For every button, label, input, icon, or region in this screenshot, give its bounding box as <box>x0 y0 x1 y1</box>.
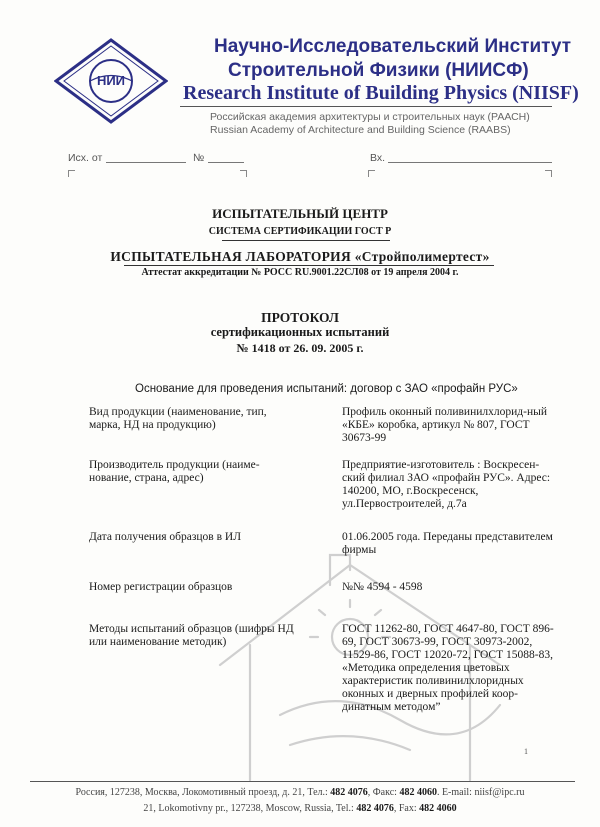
protocol-title: ПРОТОКОЛ <box>261 310 339 325</box>
testing-center-title: ИСПЫТАТЕЛЬНЫЙ ЦЕНТР <box>212 206 388 221</box>
row-label-registration: Номер регистрации образцов <box>89 581 233 593</box>
footer-en-fax: 482 4060 <box>419 803 457 814</box>
ref-num-label: № <box>193 152 205 164</box>
certification-system: СИСТЕМА СЕРТИФИКАЦИИ ГОСТ Р <box>208 226 392 237</box>
footer-address-ru <box>0 787 600 798</box>
protocol-subtitle: сертификационных испытаний <box>210 325 390 339</box>
logo-letters: НИИ <box>96 73 126 88</box>
ref-num-blank <box>208 162 244 163</box>
system-underline <box>222 240 390 241</box>
academy-name-en: Russian Academy of Architecture and Building Science (RAABS) <box>210 124 511 136</box>
row-value-product: Профиль оконный поливинилхлорид-ный «КБЕ» коробка, артикул № 807, ГОСТ 30673-99 <box>342 406 547 444</box>
footer-en-address: 21, Lokomotivny pr., 127238, Moscow, Russia, Tel.: <box>143 803 357 814</box>
laboratory-title: ИСПЫТАТЕЛЬНАЯ ЛАБОРАТОРИЯ «Стройполимертест» <box>110 249 490 264</box>
laboratory-underline <box>124 265 494 266</box>
row-value-registration: №№ 4594 - 4598 <box>342 581 423 593</box>
ref-in-blank <box>388 162 552 163</box>
ref-out-date-blank <box>106 162 186 163</box>
row-value-methods: ГОСТ 11262-80, ГОСТ 4647-80, ГОСТ 896-69, ГОСТ 30673-99, ГОСТ 30973-2002, 11529-86, ГОСТ 12020-72, ГОСТ 15088-83, «Методика определения цветовых характеристик поливинилхлоридных оконных и дверных профилей коор-динатным методом” <box>342 623 554 713</box>
ref-in-label: Вх. <box>370 152 386 164</box>
footer-ru-address: Россия, 127238, Москва, Локомотивный проезд, д. 21, Тел.: <box>75 787 331 798</box>
corner-mark <box>545 170 552 177</box>
test-basis: Основание для проведения испытаний: договор с ЗАО «профайн РУС» <box>135 383 518 395</box>
row-value-manufacturer: Предприятие-изготовитель : Воскресен-ский филиал ЗАО «профайн РУС». Адрес: 140200, МО, г.Воскресенск, ул.Первостроителей, д.7а <box>342 459 551 510</box>
row-label-receipt-date: Дата получения образцов в ИЛ <box>89 531 242 543</box>
ref-out-label: Исх. от <box>68 152 103 164</box>
org-name-ru-line1: Научно-Исследовательский Институт <box>214 36 572 57</box>
accreditation-line: Аттестат аккредитации № РОСС RU.9001.22СЛ08 от 19 апреля 2004 г. <box>141 267 459 278</box>
row-value-receipt-date: 01.06.2005 года. Переданы представителем фирмы <box>342 531 553 556</box>
footer-en-phone: 482 4076 <box>356 803 394 814</box>
page-number: 1 <box>524 747 528 756</box>
row-label-product: Вид продукции (наименование, тип, марка, НД на продукцию) <box>89 406 267 431</box>
footer-ru-phone: 482 4076 <box>330 787 368 798</box>
row-label-methods: Методы испытаний образцов (шифры НД или наименование методик) <box>89 623 294 648</box>
row-label-manufacturer: Производитель продукции (наиме-нование, страна, адрес) <box>89 459 260 484</box>
org-name-en: Research Institute of Building Physics (NIISF) <box>183 82 579 104</box>
org-name-ru-line2: Строительной Физики (НИИСФ) <box>228 60 529 81</box>
footer-ru-fax-label: , Факс: <box>367 787 400 798</box>
footer-ru-fax: 482 4060 <box>399 787 437 798</box>
footer-en-fax-label: , Fax: <box>393 803 420 814</box>
header-divider <box>180 106 552 107</box>
footer-address-en <box>0 803 600 814</box>
corner-mark <box>240 170 247 177</box>
corner-mark <box>68 170 75 177</box>
academy-name-ru: Российская академия архитектуры и строительных наук (РААСН) <box>210 111 530 123</box>
footer-divider <box>30 781 575 782</box>
niisf-logo <box>54 38 168 124</box>
corner-mark <box>368 170 375 177</box>
footer-ru-email: . E-mail: niisf@ipc.ru <box>436 787 525 798</box>
protocol-number: № 1418 от 26. 09. 2005 г. <box>236 341 364 355</box>
